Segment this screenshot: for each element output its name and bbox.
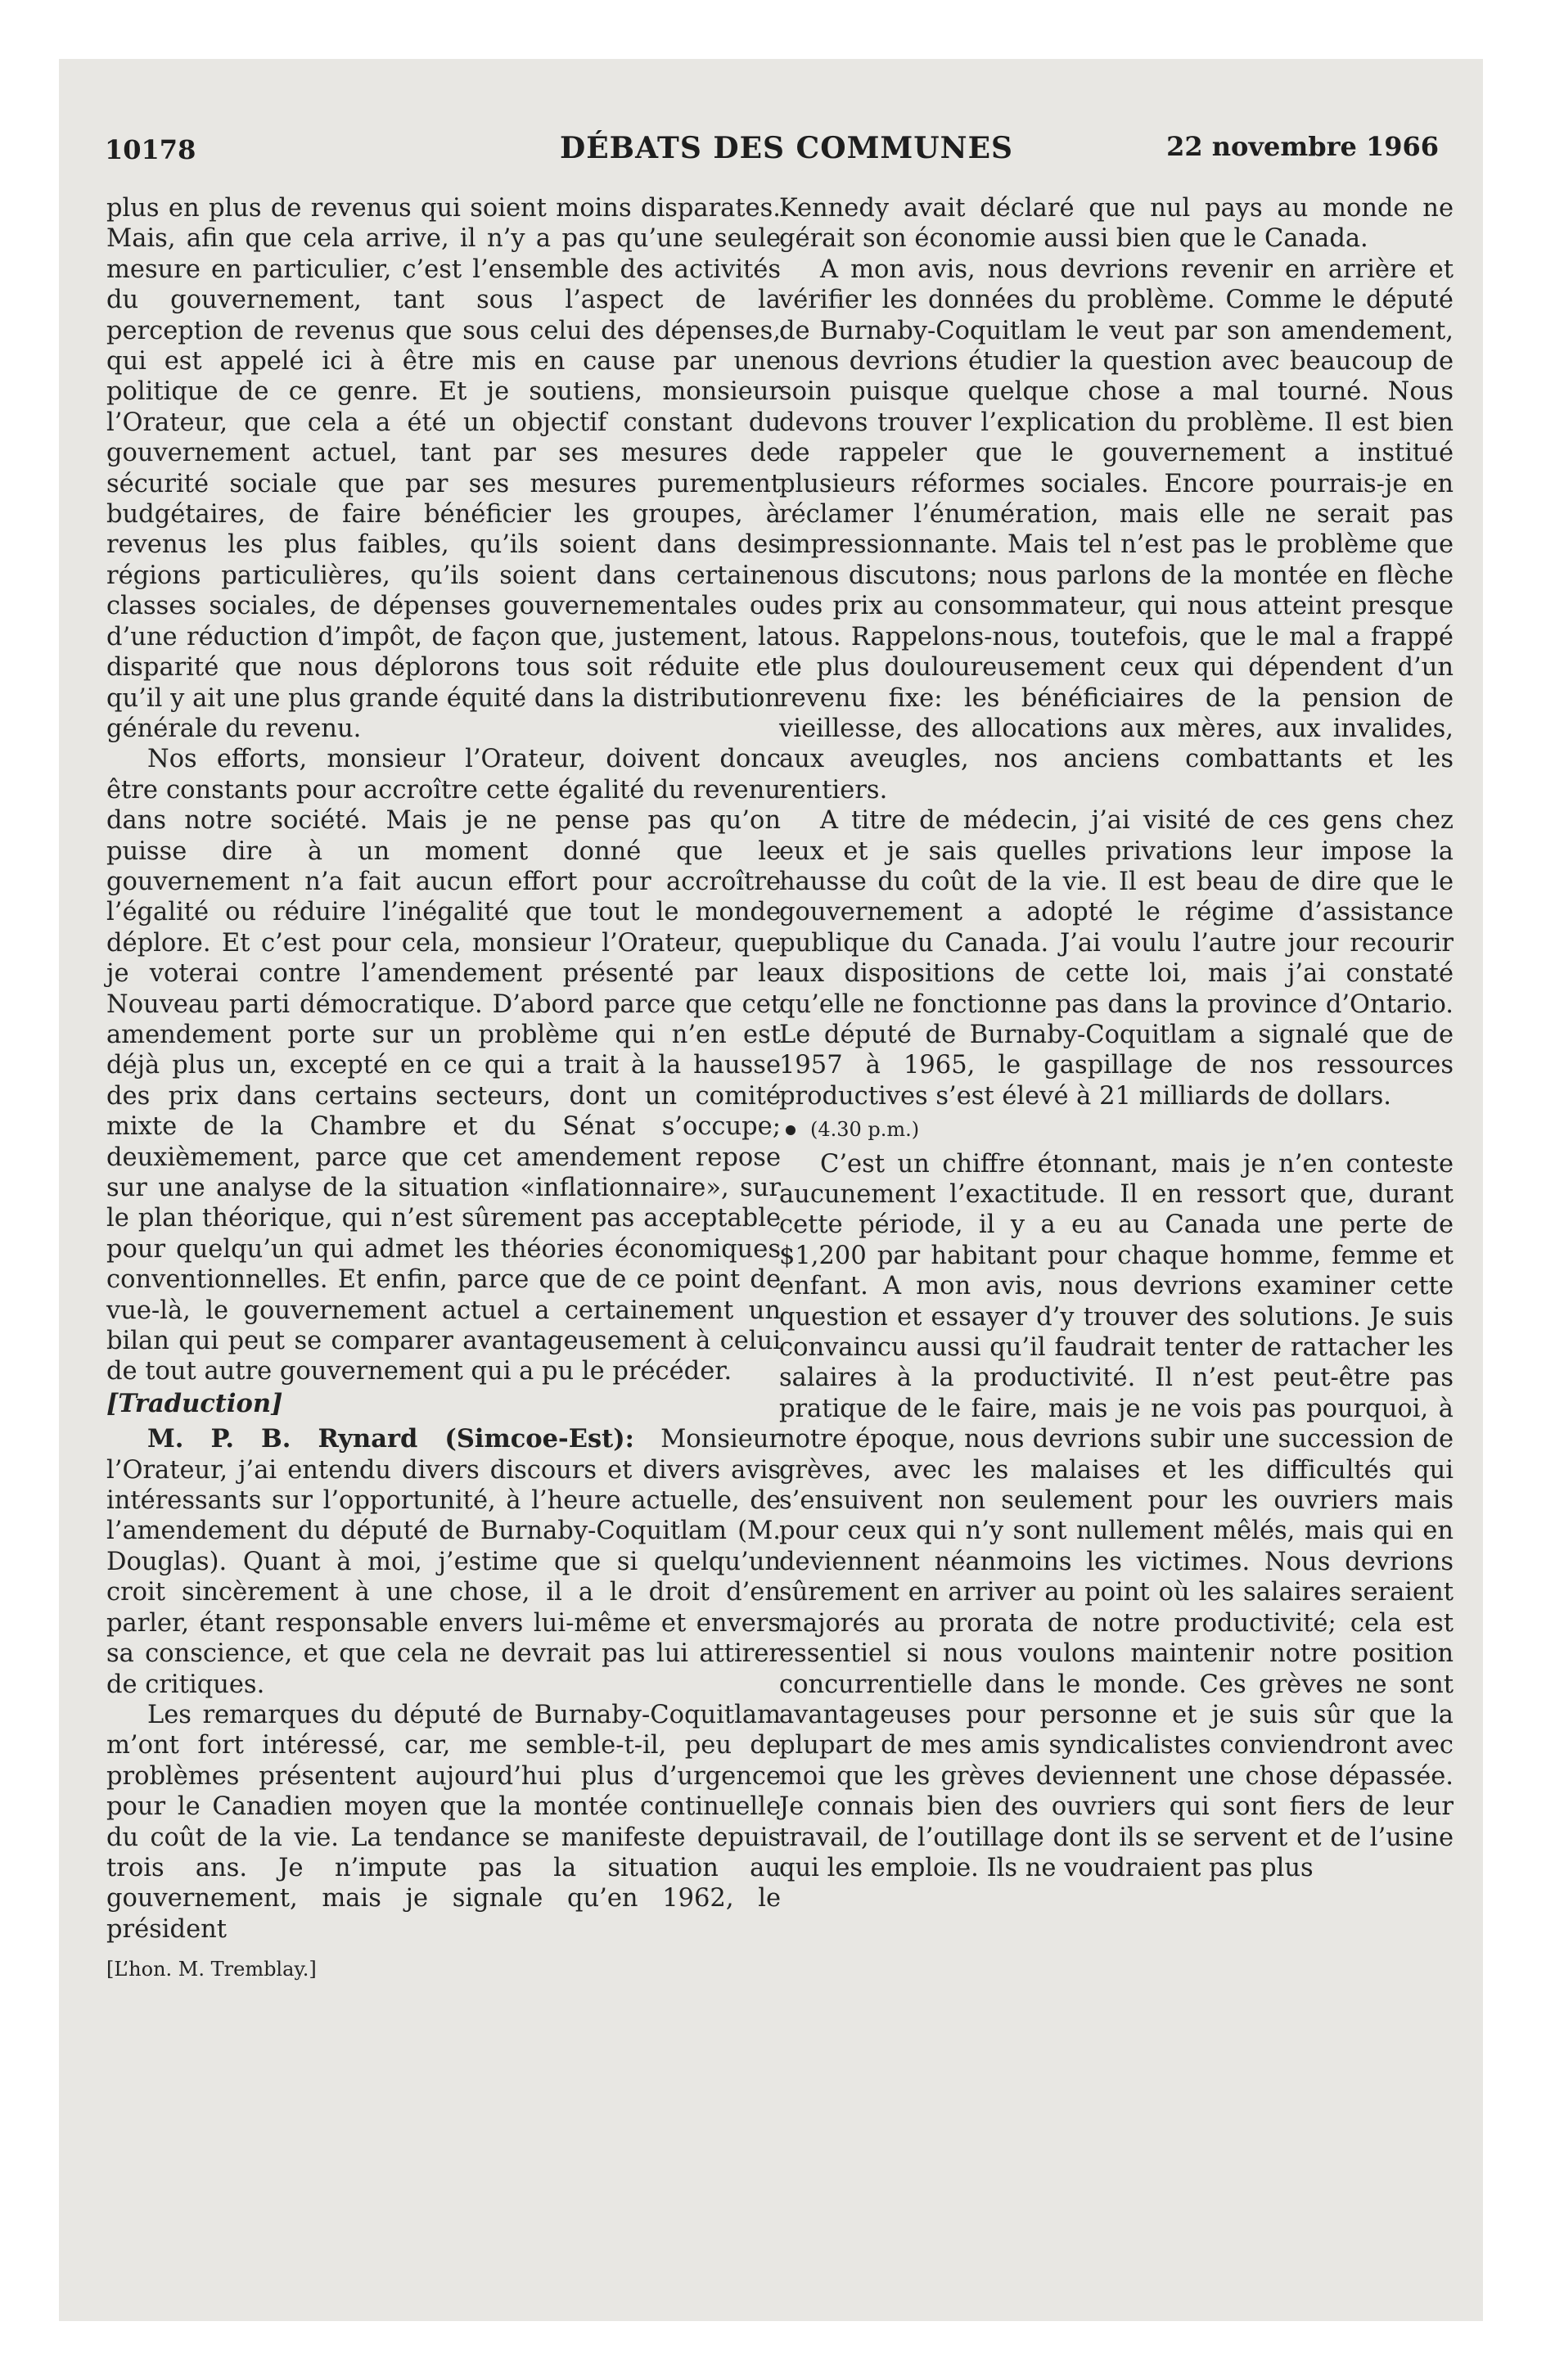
paragraph: Nos efforts, monsieur l’Orateur, doivent donc être constants pour accroître cette égalité du revenu dans notre société. Mais je ne pense pas qu’on puisse dire à un moment donné que le gouvernement n’a fait aucun effort pour accroître l’égalité ou réduire l’inégalité que tout le monde déplore. Et c’est pour cela, monsieur l’Orateur, que je voterai contre l’amendement présenté par le Nouveau parti démocratique. D’abord parce que cet amendement porte sur un problème qui n’en est déjà plus un, excepté en ce qui a trait à la hausse des prix dans certains secteurs, dont un comité mixte de la Chambre et du Sénat s’occupe; deuxièmement, parce que cet amendement repose sur une analyse de la situation «inflationnaire», sur le plan théorique, qui n’est sûrement pas acceptable pour quelqu’un qui admet les théories économiques conventionnelles. Et enfin, parce que de ce point de vue-là, le gouvernement actuel a certainement un bilan qui peut se comparer avantageusement à celui de tout autre gouvernement qui a pu le précéder. [106,745,781,1386]
speaker-name: M. P. B. Rynard (Simcoe-Est): [147,1424,634,1454]
time-marker [779,1115,1454,1145]
page-header [105,123,1439,172]
translation-label: [Traduction] [106,1388,283,1418]
page-date: 22 novembre 1966 [1166,131,1439,162]
page-title: DÉBATS DES COMMUNES [560,131,1014,165]
right-column [779,193,1454,1883]
paragraph: Les remarques du député de Burnaby-Coquitlam m’ont fort intéressé, car, me semble-t-il, peu de problèmes présentent aujourd’hui plus d’urgence pour le Canadien moyen que la montée continuelle du coût de la vie. La tendance se manifeste depuis trois ans. Je n’impute pas la situation au gouvernement, mais je signale qu’en 1962, le président [106,1700,781,1944]
page-number: 10178 [105,134,196,165]
speech-text: Monsieur l’Orateur, j’ai entendu divers discours et divers avis intéressants sur l’opportunité, à l’heure actuelle, de l’amendement du député de Burnaby-Coquitlam (M. Douglas). Quant à moi, j’estime que si quelqu’un croit sincèrement à une chose, il a le droit d’en parler, étant responsable envers lui-même et envers sa conscience, et que cela ne devrait pas lui attirer de critiques. [106,1425,781,1699]
translation-marker [106,1389,781,1419]
left-column [106,193,781,1986]
attribution-note: [L’hon. M. Tremblay.] [106,1958,317,1981]
paragraph [106,1424,781,1700]
paragraph: C’est un chiffre étonnant, mais je n’en conteste aucunement l’exactitude. Il en ressort que, durant cette période, il y a eu au Canada une perte de $1,200 par habitant pour chaque homme, femme et enfant. A mon avis, nous devrions examiner cette question et essayer d’y trouver des solutions. Je suis convaincu aussi qu’il faudrait tenter de rattacher les salaires à la productivité. Il n’est peut-être pas pratique de le faire, mais je ne vois pas pourquoi, à notre époque, nous devrions subir une succession de grèves, avec les malaises et les difficultés qui s’ensuivent non seulement pour les ouvriers mais pour ceux qui n’y sont nullement mêlés, mais qui en deviennent néanmoins les victimes. Nous devrions sûrement en arriver au point où les salaires seraient majorés au prorata de notre productivité; cela est essentiel si nous voulons maintenir notre position concurrentielle dans le monde. Ces grèves ne sont avantageuses pour personne et je suis sûr que la plupart de mes amis syndicalistes conviendront avec moi que les grèves deviennent une chose dépassée. Je connais bien des ouvriers qui sont fiers de leur travail, de l’outillage dont ils se servent et de l’usine qui les emploie. Ils ne voudraient pas plus [779,1149,1454,1882]
time-stamp: (4.30 p.m.) [810,1118,920,1142]
paragraph: A mon avis, nous devrions revenir en arrière et vérifier les données du problème. Comme le député de Burnaby-Coquitlam le veut par son amendement, nous devrions étudier la question avec beaucoup de soin puisque quelque chose a mal tourné. Nous devons trouver l’explication du problème. Il est bien de rappeler que le gouvernement a institué plusieurs réformes sociales. Encore pourrais-je en réclamer l’énumération, mais elle ne serait pas impressionnante. Mais tel n’est pas le problème que nous discutons; nous parlons de la montée en flèche des prix au consommateur, qui nous atteint presque tous. Rappelons-nous, toutefois, que le mal a frappé le plus douloureusement ceux qui dépendent d’un revenu fixe: les bénéficiaires de la pension de vieillesse, des allocations aux mères, aux invalides, aux aveugles, nos anciens combattants et les rentiers. [779,255,1454,805]
paragraph: Kennedy avait déclaré que nul pays au monde ne gérait son économie aussi bien que le Canada. [779,194,1454,254]
paragraph: plus en plus de revenus qui soient moins disparates. Mais, afin que cela arrive, il n’y a pas qu’une seule mesure en particulier, c’est l’ensemble des activités du gouvernement, tant sous l’aspect de la perception de revenus que sous celui des dépenses, qui est appelé ici à être mis en cause par une politique de ce genre. Et je soutiens, monsieur l’Orateur, que cela a été un objectif constant du gouvernement actuel, tant par ses mesures de sécurité sociale que par ses mesures purement budgétaires, de faire bénéficier les groupes, à revenus les plus faibles, qu’ils soient dans des régions particulières, qu’ils soient dans certaine classes sociales, de dépenses gouvernementales ou d’une réduction d’impôt, de façon que, justement, la disparité que nous déplorons tous soit réduite et qu’il y ait une plus grande équité dans la distribution générale du revenu. [106,194,781,743]
paragraph: A titre de médecin, j’ai visité de ces gens chez eux et je sais quelles privations leur impose la hausse du coût de la vie. Il est beau de dire que le gouvernement a adopté le régime d’assistance publique du Canada. J’ai voulu l’autre jour recourir aux dispositions de cette loi, mais j’ai constaté qu’elle ne fonctionne pas dans la province d’Ontario. Le député de Burnaby-Coquitlam a signalé que de 1957 à 1965, le gaspillage de nos ressources productives s’est élevé à 21 milliards de dollars. [779,806,1454,1111]
bullet-icon [786,1125,796,1135]
